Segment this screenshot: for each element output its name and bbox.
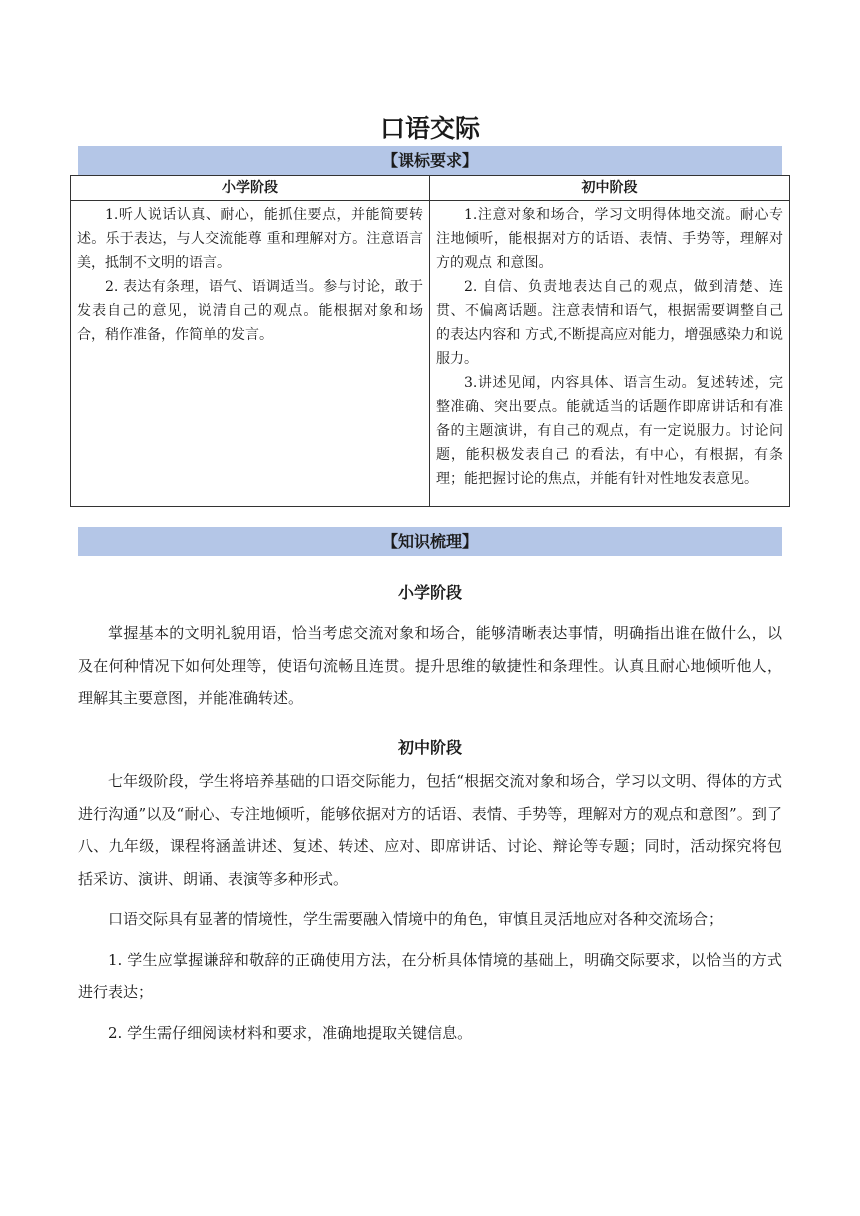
table-header-row — [71, 176, 790, 201]
junior-stage-heading: 初中阶段 — [397, 738, 462, 757]
junior-knowledge-paragraph-3: 1. 学生应掌握谦辞和敬辞的正确使用方法，在分析具体情境的基础上，明确交际要求，以恰当的方式进行表达； — [78, 950, 782, 1001]
junior-knowledge-paragraph-4: 2. 学生需仔细阅读材料和要求，准确地提取关键信息。 — [108, 1023, 473, 1042]
junior-knowledge-text — [78, 765, 782, 1057]
curriculum-table — [70, 175, 790, 507]
primary-knowledge-paragraph: 掌握基本的文明礼貌用语，恰当考虑交流对象和场合，能够清晰表达事情，明确指出谁在做什么，以及在何种情况下如何处理等，使语句流畅且连贯。提升思维的敏捷性和条理性。认真且耐心地倾听他人，理解其主要意图，并能准确转述。 — [78, 624, 782, 707]
junior-knowledge-paragraph-1: 七年级阶段，学生将培养基础的口语交际能力，包括“根据交流对象和场合，学习以文明、得体的方式进行沟通”以及“耐心、专注地倾听，能够依据对方的话语、表情、手势等，理解对方的观点和意图”。到了八、九年级，课程将涵盖讲述、复述、转述、应对、即席讲话、讨论、辩论等专题；同时，活动探究将包括采访、演讲、朗诵、表演等多种形式。 — [78, 772, 782, 888]
primary-requirement-1: 1.听人说话认真、耐心，能抓住要点，并能简要转述。乐于表达，与人交流能尊 重和理解对方。注意语言美，抵制不文明的语言。 — [77, 207, 423, 271]
primary-knowledge-text — [78, 617, 782, 723]
primary-requirement-2: 2. 表达有条理，语气、语调适当。参与讨论，敢于发表自己的意见，说清自己的观点。能根据对象和场合，稍作准备，作简单的发言。 — [77, 279, 423, 343]
junior-knowledge-paragraph-2: 口语交际具有显著的情境性，学生需要融入情境中的角色，审慎且灵活地应对各种交流场合； — [108, 910, 724, 928]
primary-requirements-cell — [71, 201, 430, 507]
junior-stage-header: 初中阶段 — [430, 176, 790, 201]
junior-requirement-1: 1.注意对象和场合，学习文明得体地交流。耐心专注地倾听，能根据对方的话语、表情、手势等，理解对方的观点 和意图。 — [436, 207, 783, 271]
primary-stage-heading: 小学阶段 — [397, 583, 462, 602]
curriculum-banner: 【课标要求】 — [78, 146, 782, 175]
page-title: 口语交际 — [379, 114, 480, 143]
junior-requirements-cell — [430, 201, 790, 507]
junior-requirement-2: 2. 自信、负责地表达自己的观点，做到清楚、连贯、不偏离话题。注意表情和语气，根据需要调整自己的表达内容和 方式,不断提高应对能力，增强感染力和说服力。 — [436, 279, 783, 367]
table-content-row — [71, 201, 790, 507]
junior-requirement-3: 3.讲述见闻，内容具体、语言生动。复述转述，完整准确、突出要点。能就适当的话题作即席讲话和有准备的主题演讲，有自己的观点，有一定说服力。讨论问题，能积极发表自己 的看法，有中心，有根据，有条理；能把握讨论的焦点，并能有针对性地发表意见。 — [436, 375, 783, 487]
knowledge-banner: 【知识梳理】 — [78, 527, 782, 556]
primary-stage-header: 小学阶段 — [71, 176, 430, 201]
